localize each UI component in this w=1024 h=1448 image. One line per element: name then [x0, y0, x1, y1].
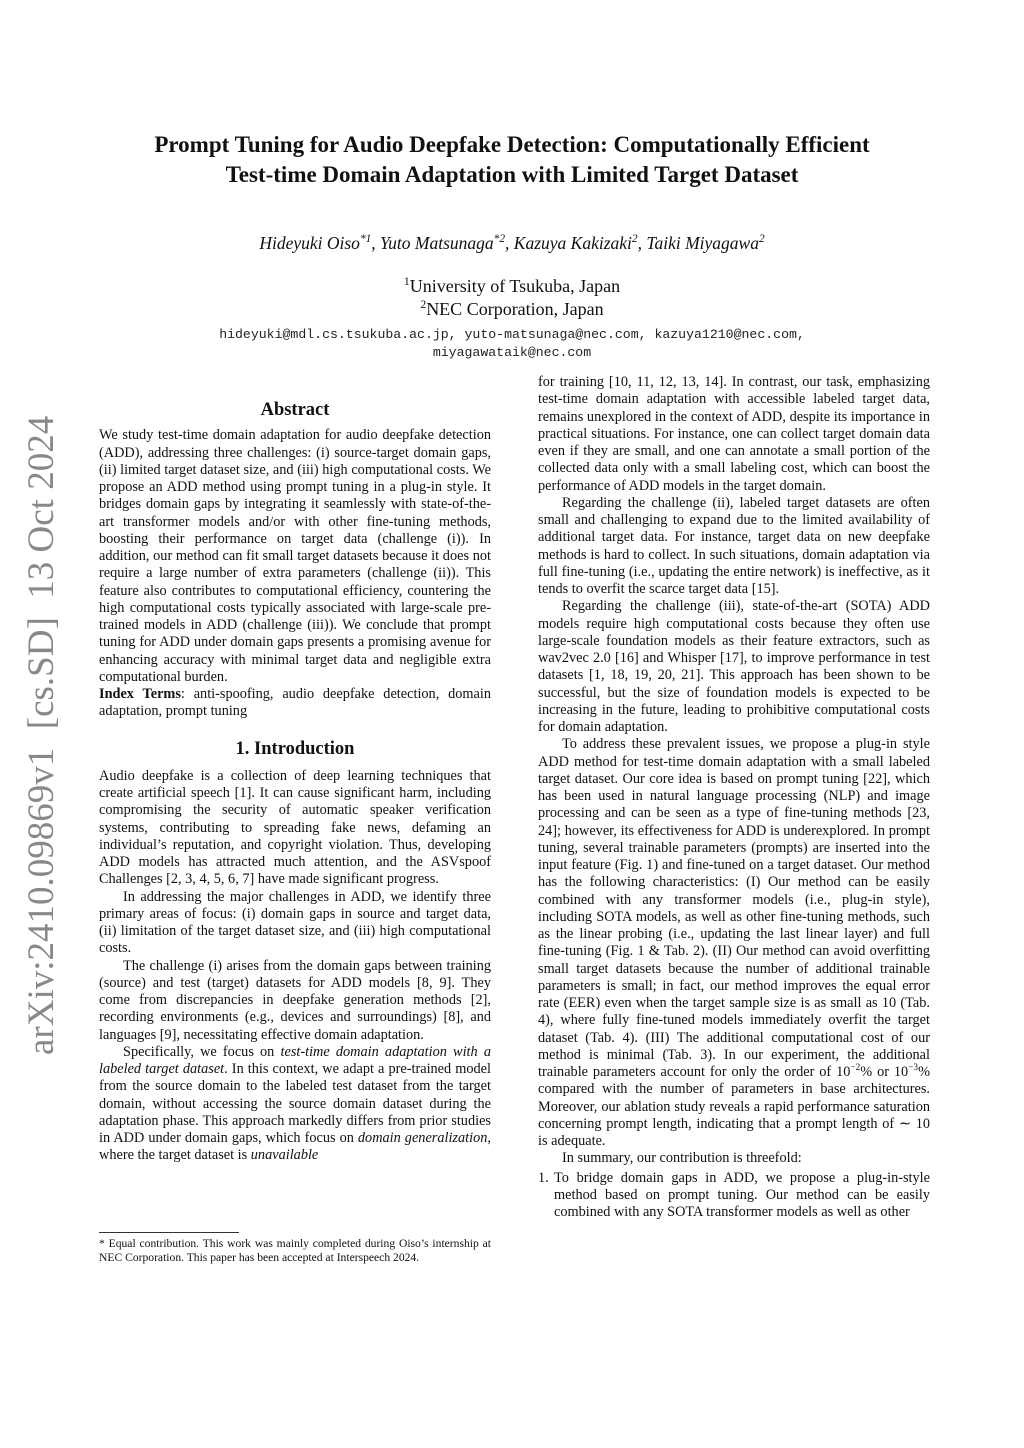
footnote — [99, 1232, 491, 1265]
intro-paragraph: Regarding the challenge (iii), state-of-the-art (SOTA) ADD models require high computational costs because they often use large-scale foundation models as their feature extractors, such as wav2vec 2.0 [16] and Whisper [17], to improve performance in test datasets [1, 18, 19, 20, 21]. This approach has been shown to be successful, but the size of foundation models is expected to be increasing in the future, leading to prohibitive computational costs for domain adaptation. — [538, 598, 930, 735]
text-run: % compared with the number of parameters in base architectures. Moreover, our ablation study reveals a rapid performance saturation concerning prompt length, indicating that a prompt length of ∼ 10 is adequate. — [538, 1064, 930, 1149]
affiliation-mark: 1 — [403, 275, 410, 288]
email-line: hideyuki@mdl.cs.tsukuba.ac.jp, yuto-matsunaga@nec.com, kazuya1210@nec.com, — [219, 327, 805, 342]
intro-paragraph: The challenge (i) arises from the domain gaps between training (source) and test (target) datasets for ADD models [8, 9]. They come from discrepancies in deepfake generation methods [2], recording environments (e.g., devices and surroundings) [8], and languages [9], necessitating effective domain adaptation. — [99, 957, 491, 1043]
intro-paragraph — [538, 736, 930, 1150]
list-number: 1. — [538, 1169, 549, 1186]
author-list — [60, 233, 964, 254]
affiliation — [60, 275, 964, 298]
affiliations — [60, 275, 964, 321]
left-column — [99, 402, 491, 1165]
arxiv-stamp: arXiv:2410.09869v1 [cs.SD] 13 Oct 2024 — [21, 415, 62, 1055]
abstract-text: We study test-time domain adaptation for audio deepfake detection (ADD), addressing three challenges: (i) source-target domain gaps, (ii) limited target dataset size, and (iii) high computational costs. We propose an ADD method using prompt tuning in a plug-in style. It bridges domain gaps by integrating it seamlessly with state-of-the-art transformer models and/or with other fine-tuning methods, boosting their performance on target data (challenge (i)). In addition, our method can fit small target datasets because it does not require a large number of extra parameters (challenge (ii)). This feature also contributes to computational efficiency, countering the high computational costs typically associated with large-scale pre-trained models in ADD (challenge (iii)). We conclude that prompt tuning for ADD under domain gaps presents a promising avenue for enhancing accuracy with minimal target data and negligible extra computational burden. — [99, 427, 491, 685]
author-name: Kazuya Kakizaki — [513, 233, 632, 253]
index-terms — [99, 686, 491, 721]
footnote-text: * Equal contribution. This work was mainly completed during Oiso’s internship at NEC Corporation. This paper has been accepted at Interspeech 2024. — [99, 1237, 491, 1265]
author-sep: , — [505, 233, 514, 253]
author-name: Hideyuki Oiso — [259, 233, 360, 253]
paper-title — [60, 130, 964, 190]
intro-paragraph: Audio deepfake is a collection of deep learning techniques that create artificial speech [1]. It can cause significant harm, including compromising the security of automatic speaker verification systems, contributing to spreading fake news, defaming an individual’s reputation, and copyright violation. Thus, developing ADD models has attracted much attention, and the ASVspoof Challenges [2, 3, 4, 5, 6, 7] have made significant progress. — [99, 767, 491, 888]
author-mark: 2 — [631, 233, 638, 246]
author-name: Yuto Matsunaga — [380, 233, 494, 253]
text-run: % or 10 — [860, 1064, 909, 1080]
email-line: miyagawataik@nec.com — [432, 345, 592, 360]
affiliation-name: University of Tsukuba, Japan — [409, 276, 621, 296]
abstract-heading: Abstract — [260, 400, 330, 420]
author-mark: 2 — [758, 233, 765, 246]
right-column — [538, 374, 930, 1221]
contribution-list-item — [538, 1170, 930, 1222]
text-run: Specifically, we focus on — [123, 1043, 281, 1060]
emphasis: test-time domain adaptation with a labeled target dataset — [99, 1043, 491, 1077]
text-run: , where the target dataset is — [99, 1130, 491, 1164]
author-sep: , — [371, 233, 381, 253]
intro-paragraph: Regarding the challenge (ii), labeled target datasets are often small and challenging to expand due to the limited availability of additional target data. For instance, target data on new deepfake methods is hard to collect. In such situations, domain adaptation via full fine-tuning (i.e., updating the entire network) is ineffective, as it tends to overfit the scarce target data [15]. — [538, 494, 930, 597]
index-terms-text: : anti-spoofing, audio deepfake detection, domain adaptation, prompt tuning — [99, 686, 491, 720]
footnote-rule — [99, 1232, 239, 1233]
text-run: To address these prevalent issues, we propose a plug-in style ADD method for test-time domain adaptation with a small labeled target dataset. Our core idea is based on prompt tuning [22], which has been used in natural language processing (NLP) and image processing and can be seen as a type of fine-tuning methods [23, 24]; however, its effectiveness for ADD is underexplored. In prompt tuning, several trainable parameters (prompts) are inserted into the input feature (Fig. 1) and fine-tuned on a target dataset. Our method has the following characteristics: (I) Our method can be easily combined with any transformer models (i.e., plug-in style), including SOTA models, as well as other fine-tuning methods, such as the linear probing (i.e., updating the last linear layer) and full fine-tuning (Fig. 1 & Tab. 2). (II) Our method can avoid overfitting small target datasets because the number of additional trainable parameters is small; in fact, our method improves the equal error rate (EER) even when the target sample size is as small as 10 (Tab. 4), where fully fine-tuned models immediately overfit the target dataset (Tab. 4). (III) The additional computational cost of our method is minimal (Tab. 3). In our experiment, the additional trainable parameters account for only the order of 10 — [538, 736, 930, 1080]
author-mark: *1 — [359, 233, 372, 246]
emphasis: domain generalization — [357, 1130, 488, 1146]
intro-paragraph — [99, 1044, 491, 1165]
emphasis: unavailable — [250, 1147, 319, 1164]
exponent: −2 — [850, 1063, 861, 1074]
author-mark: *2 — [493, 233, 506, 246]
intro-paragraph: In addressing the major challenges in ADD, we identify three primary areas of focus: (i) domain gaps in source and target data, (ii) limitation of the target dataset size, and (iii) high computational costs. — [99, 888, 491, 957]
author-emails — [60, 326, 964, 362]
title-line-2: Test-time Domain Adaptation with Limited Target Dataset — [225, 162, 799, 187]
exponent: −3 — [908, 1063, 919, 1074]
author-sep: , — [637, 233, 647, 253]
introduction-heading: 1. Introduction — [235, 738, 355, 759]
author-name: Taiki Miyagawa — [646, 233, 759, 253]
index-terms-label: Index Terms — [99, 686, 181, 702]
intro-paragraph: In summary, our contribution is threefold: — [562, 1150, 802, 1167]
list-text: To bridge domain gaps in ADD, we propose a plug-in-style method based on prompt tuning. Our method can be easily combined with any SOTA transformer models as well as other — [554, 1169, 930, 1220]
affiliation-mark: 2 — [420, 298, 427, 311]
text-run: . In this context, we adapt a pre-trained model from the source domain to the labeled test dataset from the target domain, without accessing the source domain dataset during the adaptation phase. This approach markedly differs from prior studies in ADD under domain gaps, which focus on — [99, 1061, 491, 1146]
affiliation — [60, 298, 964, 321]
affiliation-name: NEC Corporation, Japan — [426, 299, 604, 319]
title-line-1: Prompt Tuning for Audio Deepfake Detection: Computationally Efficient — [154, 132, 870, 157]
intro-paragraph: for training [10, 11, 12, 13, 14]. In contrast, our task, emphasizing test-time domain adaptation with accessible labeled target data, remains unexplored in the context of ADD, despite its importance in practical situations. For instance, one can collect target domain data even if they are small, and one can annotate a small portion of the collected data only with a small labeling cost, which can boost the performance of ADD models in the target domain. — [538, 374, 930, 494]
